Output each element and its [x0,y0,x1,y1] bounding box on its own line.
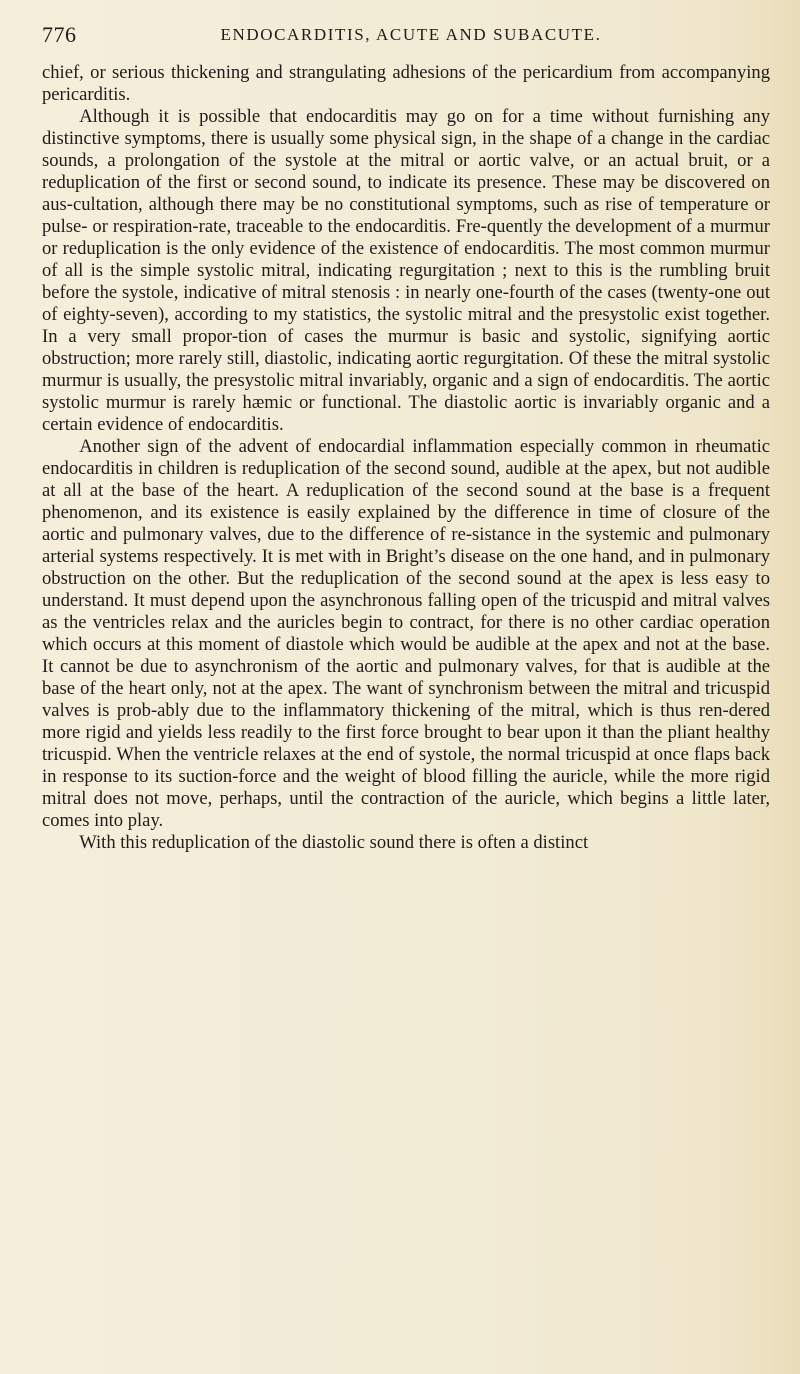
paragraph-diastolic: With this reduplication of the diastolic sound there is often a distinct [79,832,589,853]
paragraph-continuation: chief, or serious thickening and strangulating adhesions of the pericardium from accompanying pericarditis. [42,62,770,105]
running-head: ENDOCARDITIS, ACUTE AND SUBACUTE. [220,25,602,44]
paragraph-physical-signs: Although it is possible that endocarditis may go on for a time without furnishing any distinctive symptoms, there is usually some physical sign, in the shape of a change in the cardiac sounds, a prolongation of the systole at the mitral or aortic valve, or an actual bruit, or a reduplication of the first or second sound, to indicate its presence. These may be discovered on aus-cultation, although there may be no constitutional symptoms, such as rise of temperature or pulse- or respiration-rate, traceable to the endocarditis. Fre-quently the development of a murmur or reduplication is the only evidence of the existence of endocarditis. The most common murmur of all is the simple systolic mitral, indicating regurgitation ; next to this is the rumbling bruit before the systole, indicative of mitral stenosis : in nearly one-fourth of the cases (twenty-one out of eighty-seven), according to my statistics, the systolic mitral and the presystolic exist together. In a very small propor-tion of cases the murmur is basic and systolic, signifying aortic obstruction; more rarely still, diastolic, indicating aortic regurgitation. Of these the mitral systolic murmur is usually, the presystolic mitral invariably, organic and a sign of endocarditis. The aortic systolic murmur is rarely hæmic or functional. The diastolic aortic is invariably organic and a certain evidence of endocarditis. [42,106,770,435]
paragraph-reduplication: Another sign of the advent of endocardial inflammation especially common in rheumatic endocarditis in children is reduplication of the second sound, audible at the apex, but not audible at all at the base of the heart. A reduplication of the second sound at the base is a frequent phenomenon, and its existence is easily explained by the difference in time of closure of the aortic and pulmonary valves, due to the difference of re-sistance in the systemic and pulmonary arterial systems respectively. It is met with in Bright’s disease on the one hand, and in pulmonary obstruction on the other. But the reduplication of the second sound at the apex is less easy to understand. It must depend upon the asynchronous falling open of the tricuspid and mitral valves as the ventricles relax and the auricles begin to contract, for there is no other cardiac operation which occurs at this moment of diastole which would be audible at the apex and not at the base. It cannot be due to asynchronism of the aortic and pulmonary valves, for that is audible at the base of the heart only, not at the apex. The want of synchronism between the mitral and tricuspid valves is prob-ably due to the inflammatory thickening of the mitral, which is thus ren-dered more rigid and yields less readily to the first force brought to bear upon it than the pliant healthy tricuspid. When the ventricle relaxes at the end of systole, the normal tricuspid at once flaps back in response to its suction-force and the weight of blood filling the auricle, while the more rigid mitral does not move, perhaps, until the contraction of the auricle, which begins a little later, comes into play. [42,436,770,831]
page-header [42,18,770,48]
body-text [42,62,770,854]
page-number: 776 [42,22,77,47]
